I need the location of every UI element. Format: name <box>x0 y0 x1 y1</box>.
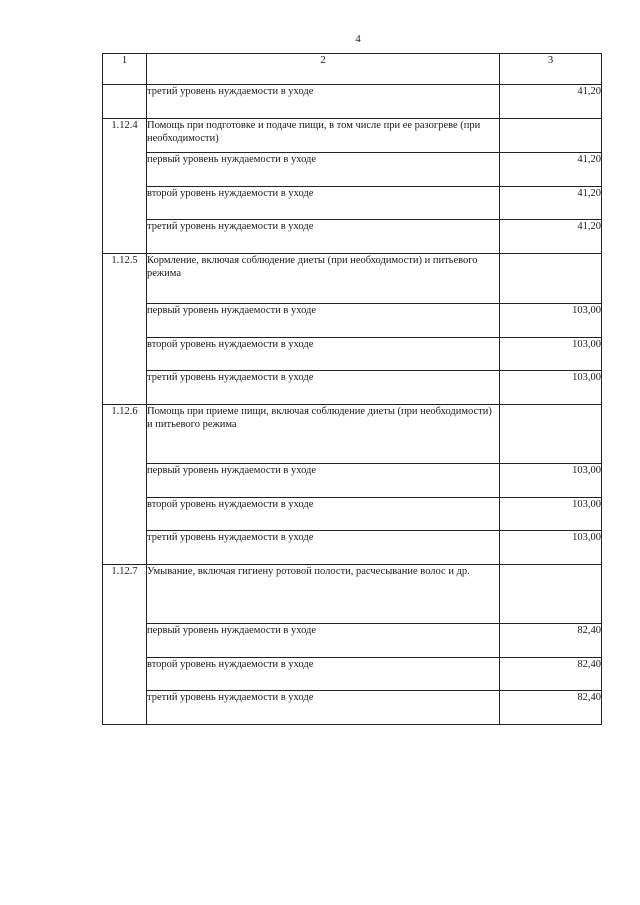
page-number: 4 <box>355 33 361 45</box>
price-cell: 103,00 <box>500 304 602 338</box>
column-header-service: 2 <box>147 54 500 85</box>
column-header-price: 3 <box>500 54 602 85</box>
price-cell: 82,40 <box>500 658 602 691</box>
table-row <box>103 85 602 119</box>
price-cell: 103,00 <box>500 338 602 371</box>
service-level-cell: третий уровень нуждаемости в уходе <box>147 85 500 119</box>
table-header-row <box>103 54 602 85</box>
service-level-cell: третий уровень нуждаемости в уходе <box>147 531 500 565</box>
price-cell: 103,00 <box>500 464 602 498</box>
price-cell <box>500 254 602 304</box>
table-row <box>103 254 602 304</box>
table-row <box>103 531 602 565</box>
service-level-cell: третий уровень нуждаемости в уходе <box>147 371 500 405</box>
table-row <box>103 371 602 405</box>
price-cell: 103,00 <box>500 371 602 405</box>
price-cell: 82,40 <box>500 691 602 725</box>
services-price-table <box>102 53 602 725</box>
table-row <box>103 565 602 624</box>
price-cell: 82,40 <box>500 624 602 658</box>
row-number-cell: 1.12.5 <box>103 254 147 405</box>
table-row <box>103 624 602 658</box>
table-row <box>103 464 602 498</box>
table-row <box>103 338 602 371</box>
table-row <box>103 153 602 187</box>
column-header-number: 1 <box>103 54 147 85</box>
service-level-cell: первый уровень нуждаемости в уходе <box>147 304 500 338</box>
price-cell <box>500 405 602 464</box>
service-level-cell: второй уровень нуждаемости в уходе <box>147 338 500 371</box>
service-level-cell: первый уровень нуждаемости в уходе <box>147 153 500 187</box>
service-name-cell: Помощь при приеме пищи, включая соблюдение диеты (при необходимости) и питьевого режима <box>147 405 500 464</box>
table-row <box>103 304 602 338</box>
table-row <box>103 187 602 220</box>
table-row <box>103 691 602 725</box>
service-level-cell: второй уровень нуждаемости в уходе <box>147 658 500 691</box>
service-level-cell: второй уровень нуждаемости в уходе <box>147 498 500 531</box>
row-number-cell <box>103 85 147 119</box>
price-cell <box>500 565 602 624</box>
price-cell: 41,20 <box>500 153 602 187</box>
row-number-cell: 1.12.7 <box>103 565 147 725</box>
table-row <box>103 498 602 531</box>
price-cell: 41,20 <box>500 187 602 220</box>
table-row <box>103 405 602 464</box>
service-level-cell: третий уровень нуждаемости в уходе <box>147 220 500 254</box>
price-cell: 103,00 <box>500 531 602 565</box>
service-name-cell: Помощь при подготовке и подаче пищи, в том числе при ее разогреве (при необходимости) <box>147 119 500 153</box>
service-level-cell: первый уровень нуждаемости в уходе <box>147 464 500 498</box>
table-row <box>103 658 602 691</box>
service-level-cell: первый уровень нуждаемости в уходе <box>147 624 500 658</box>
service-level-cell: второй уровень нуждаемости в уходе <box>147 187 500 220</box>
price-cell <box>500 119 602 153</box>
price-cell: 103,00 <box>500 498 602 531</box>
row-number-cell: 1.12.4 <box>103 119 147 254</box>
price-cell: 41,20 <box>500 220 602 254</box>
table-row <box>103 119 602 153</box>
service-name-cell: Умывание, включая гигиену ротовой полости, расчесывание волос и др. <box>147 565 500 624</box>
price-cell: 41,20 <box>500 85 602 119</box>
service-name-cell: Кормление, включая соблюдение диеты (при необходимости) и питьевого режима <box>147 254 500 304</box>
service-level-cell: третий уровень нуждаемости в уходе <box>147 691 500 725</box>
row-number-cell: 1.12.6 <box>103 405 147 565</box>
table-row <box>103 220 602 254</box>
